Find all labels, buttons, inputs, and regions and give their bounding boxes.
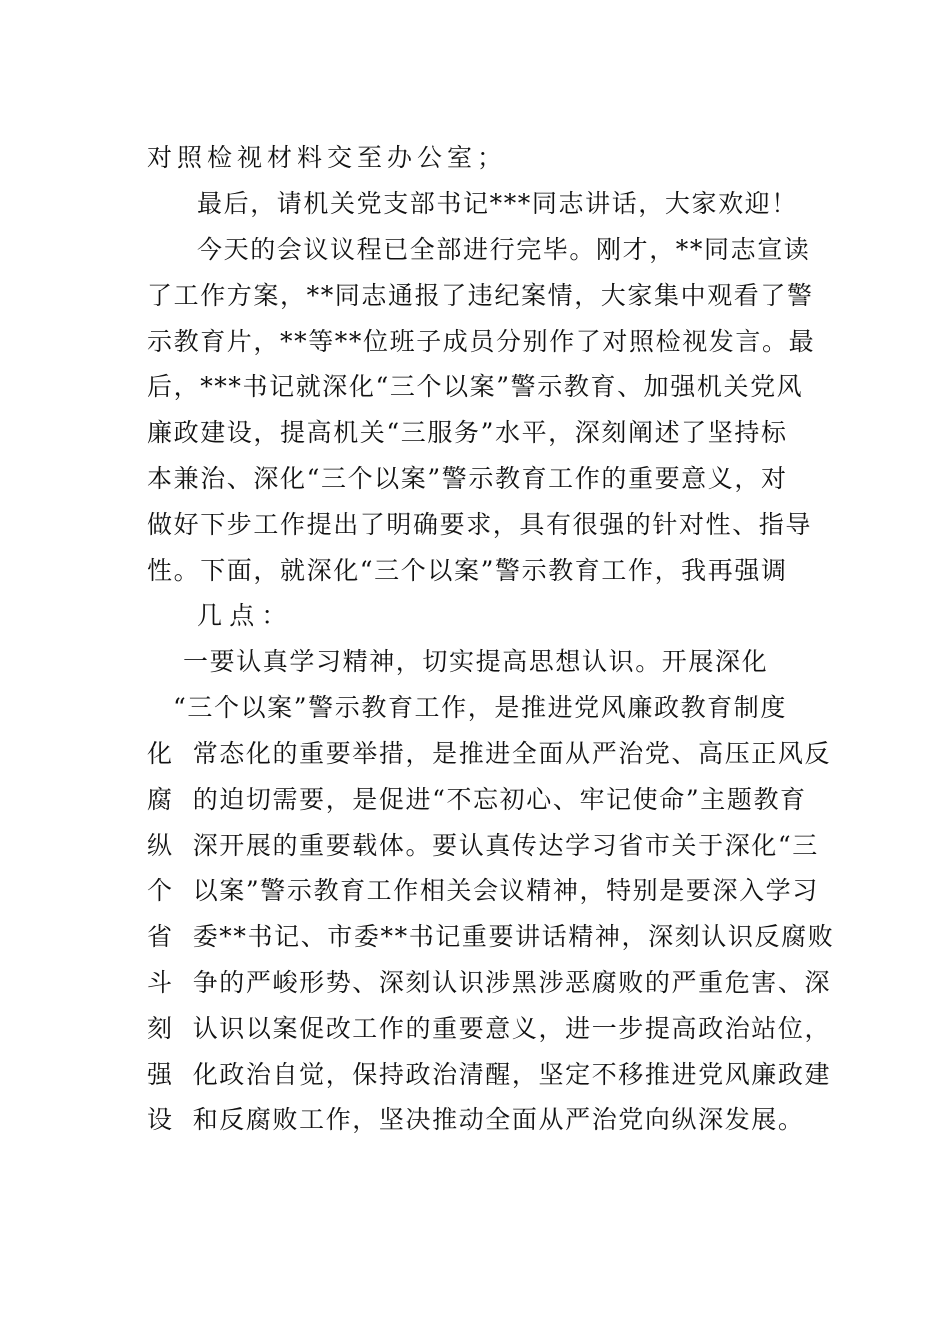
text-line: 刻 认识以案促改工作的重要意义，进一步提高政治站位，: [147, 1014, 832, 1043]
text-line: 省 委**书记、市委**书记重要讲话精神，深刻认识反腐败: [147, 922, 835, 951]
text-line: 对照检视材料交至办公室；: [147, 143, 508, 172]
text-line: 示教育片，**等**位班子成员分别作了对照检视发言。最: [147, 327, 816, 356]
text-line: 了工作方案，**同志通报了违纪案情，大家集中观看了警: [147, 281, 814, 310]
text-line: 性。下面，就深化“三个以案”警示教育工作，我再强调: [147, 556, 788, 585]
text-line: 本兼治、深化“三个以案”警示教育工作的重要意义，对: [147, 464, 788, 493]
text-line: 今天的会议议程已全部进行完毕。刚才，**同志宣读: [197, 235, 811, 264]
text-line: 几点：: [197, 601, 294, 630]
text-line: 腐 的迫切需要，是促进“不忘初心、牢记使命”主题教育: [147, 785, 807, 814]
text-line: 最后，请机关党支部书记***同志讲话，大家欢迎！: [197, 189, 798, 218]
text-line: 斗 争的严峻形势、深刻认识涉黑涉恶腐败的严重危害、深: [147, 968, 832, 997]
text-line: 一要认真学习精神，切实提高思想认识。开展深化: [183, 647, 769, 676]
text-line: 个 以案”警示教育工作相关会议精神，特别是要深入学习: [147, 876, 819, 905]
text-line: 强 化政治自觉，保持政治清醒，坚定不移推进党风廉政建: [147, 1060, 832, 1089]
text-line: 做好下步工作提出了明确要求，具有很强的针对性、指导: [147, 510, 813, 539]
text-line: “三个以案”警示教育工作，是推进党风廉政教育制度: [173, 693, 787, 722]
text-line: 廉政建设，提高机关“三服务”水平，深刻阐述了坚持标: [147, 418, 788, 447]
text-line: 化 常态化的重要举措，是推进全面从严治党、高压正风反: [147, 739, 832, 768]
text-line: 纵 深开展的重要载体。要认真传达学习省市关于深化“三: [147, 831, 819, 860]
text-line: 后，***书记就深化“三个以案”警示教育、加强机关党风: [147, 372, 804, 401]
text-line: 设 和反腐败工作，坚决推动全面从严治党向纵深发展。: [147, 1105, 805, 1134]
